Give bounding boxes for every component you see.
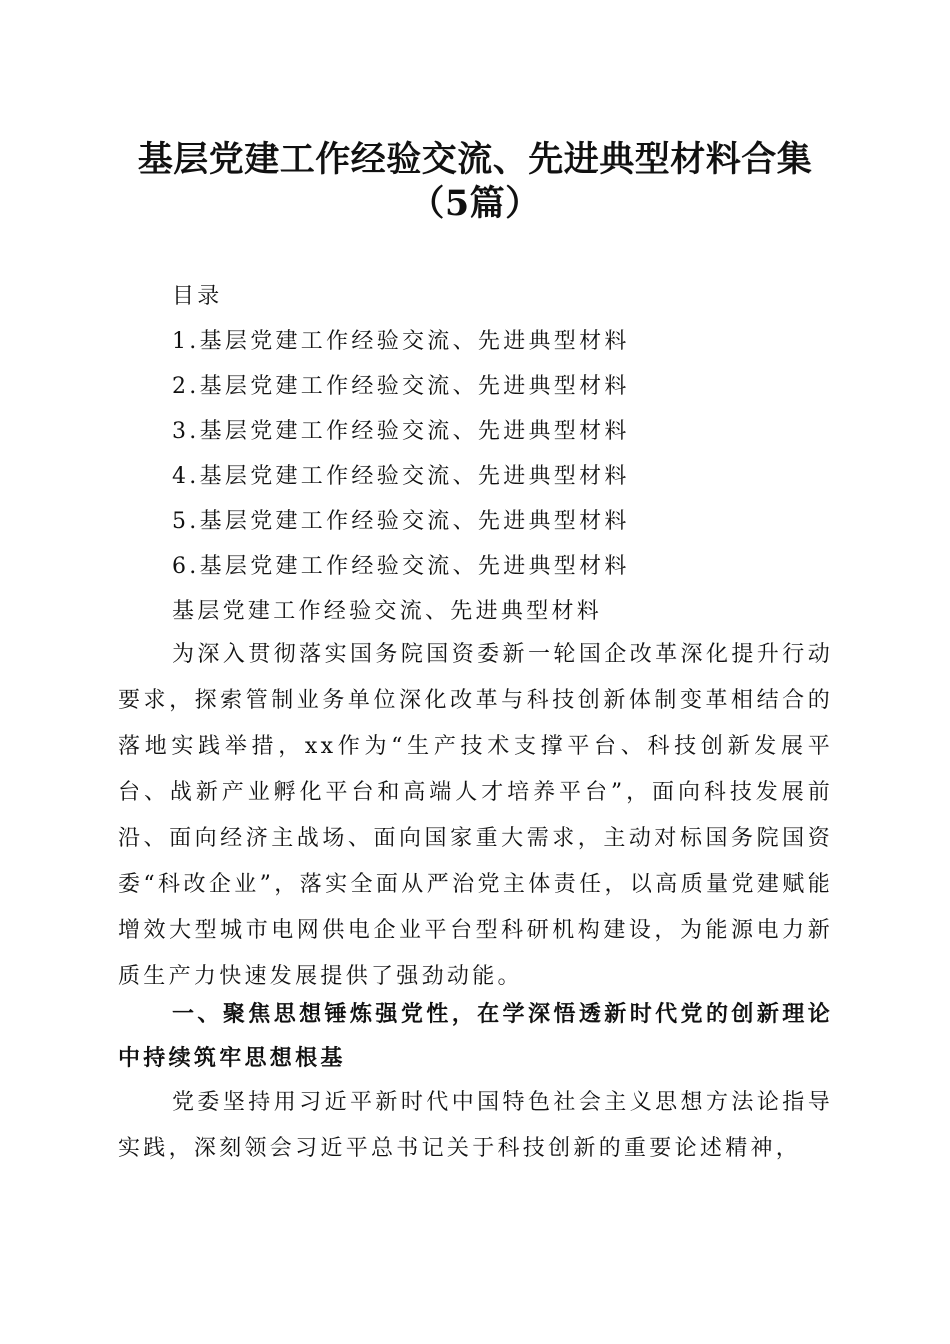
toc-item: 3.基层党建工作经验交流、先进典型材料 xyxy=(172,419,630,444)
toc-item: 4.基层党建工作经验交流、先进典型材料 xyxy=(172,464,630,489)
toc-heading: 目录 xyxy=(172,284,223,309)
body-paragraph: 为深入贯彻落实国务院国资委新一轮国企改革深化提升行动要求，探索管制业务单位深化改革与科技创新体制变革相结合的落地实践举措，xx作为“生产技术支撑平台、科技创新发展平台、战新产业孵化平台和高端人才培养平台”，面向科技发展前沿、面向经济主战场、面向国家重大需求，主动对标国务院国资委“科改企业”，落实全面从严治党主体责任，以高质量党建赋能增效大型城市电网供电企业平台型科研机构建设，为能源电力新质生产力快速发展提供了强劲动能。 xyxy=(118,642,833,989)
toc-item: 2.基层党建工作经验交流、先进典型材料 xyxy=(172,374,630,399)
toc-item: 1.基层党建工作经验交流、先进典型材料 xyxy=(172,329,630,354)
toc-item: 5.基层党建工作经验交流、先进典型材料 xyxy=(172,509,630,534)
body-paragraph: 党委坚持用习近平新时代中国特色社会主义思想方法论指导实践，深刻领会习近平总书记关于科技创新的重要论述精神， xyxy=(118,1090,833,1161)
toc-item: 6.基层党建工作经验交流、先进典型材料 xyxy=(172,554,630,579)
document-title: 基层党建工作经验交流、先进典型材料合集 xyxy=(137,139,813,180)
table-of-contents xyxy=(172,280,630,595)
section-heading: 一、聚焦思想锤炼强党性，在学深悟透新时代党的创新理论中持续筑牢思想根基 xyxy=(118,1002,833,1071)
article-title: 基层党建工作经验交流、先进典型材料 xyxy=(172,599,603,624)
document-title-count: （5篇） xyxy=(409,183,541,224)
